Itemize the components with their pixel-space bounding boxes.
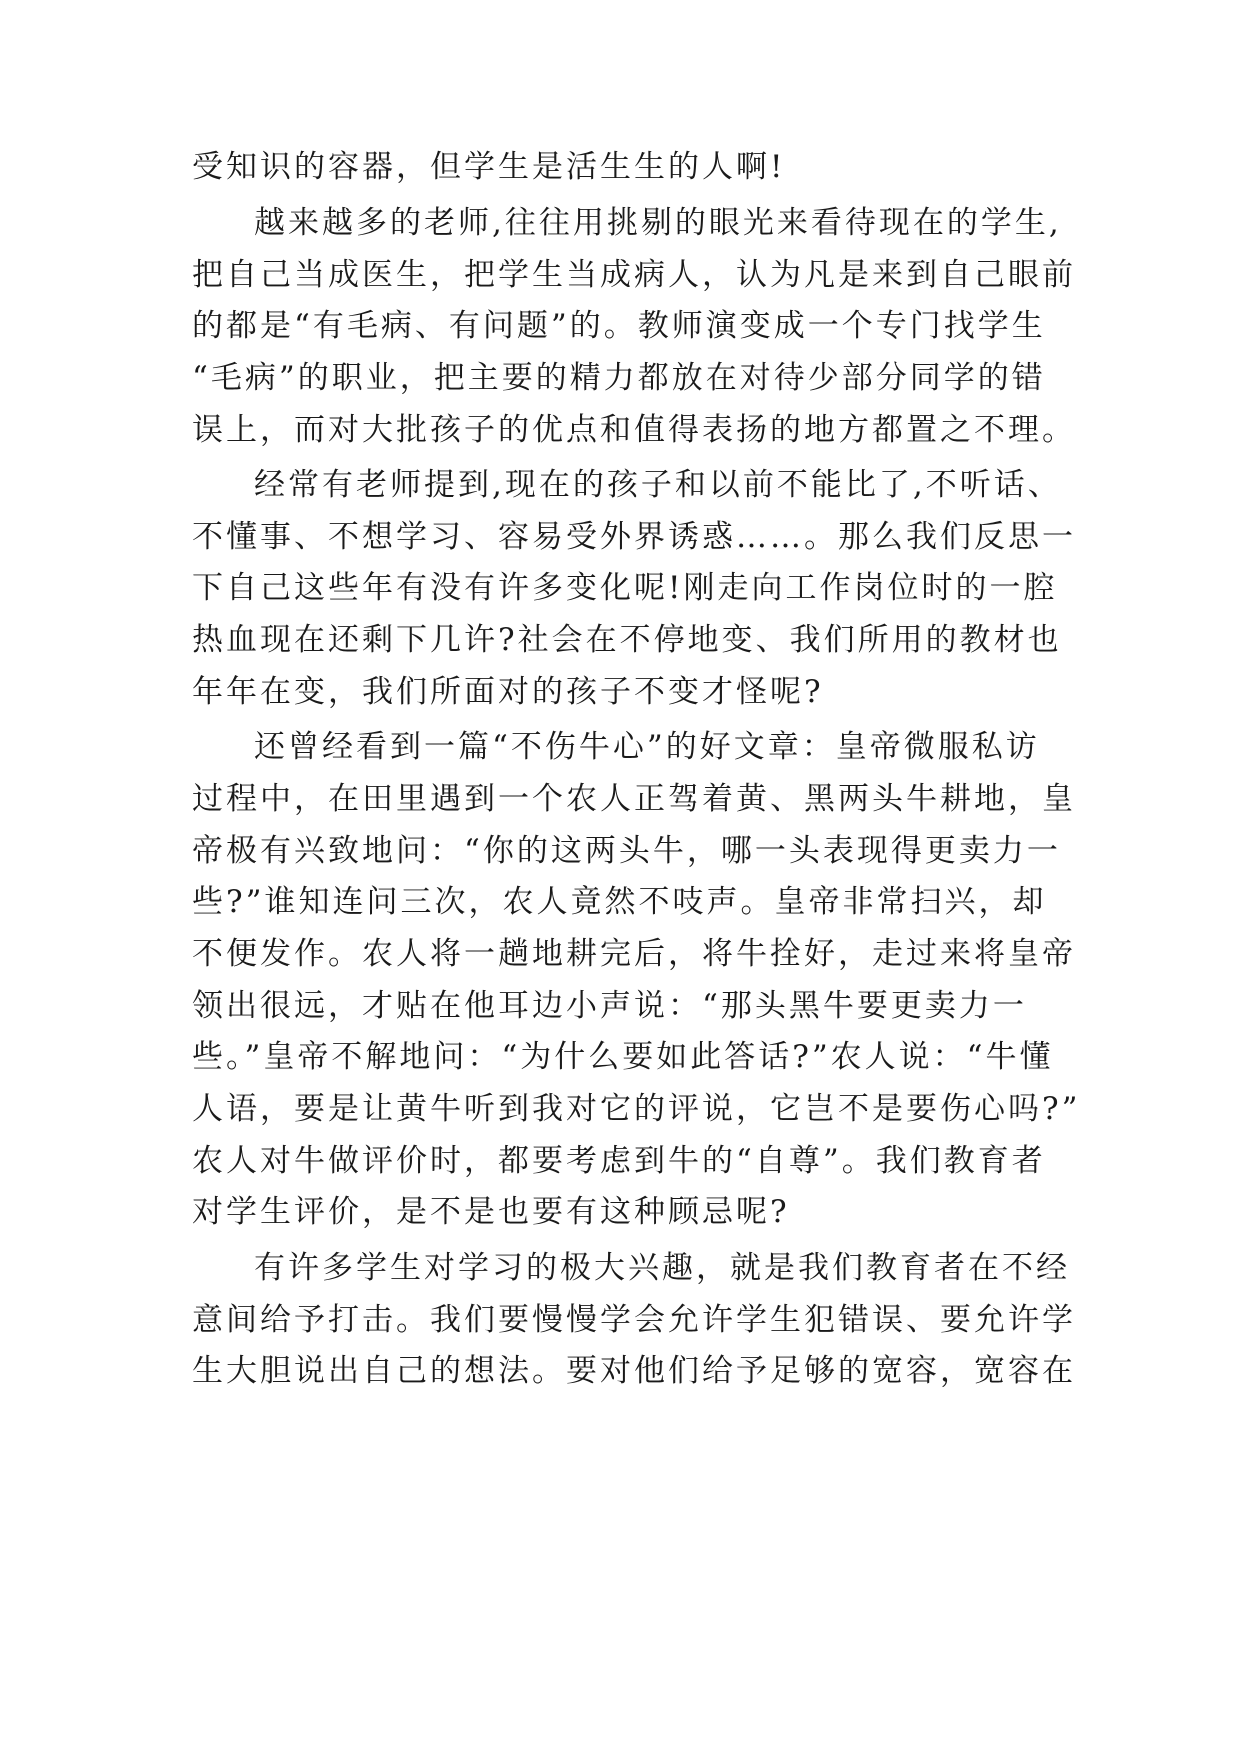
text-line: 不懂事、不想学习、容易受外界诱惑……。那么我们反思一: [192, 519, 1076, 555]
text-line: 热血现在还剩下几许?社会在不停地变、我们所用的教材也: [192, 622, 1062, 658]
text-line: 的都是“有毛病、有问题”的。教师演变成一个专门找学生: [192, 308, 1046, 344]
paragraph-first-line: 还曾经看到一篇“不伤牛心”的好文章：皇帝微服私访: [254, 729, 1040, 765]
text-line: 帝极有兴致地问：“你的这两头牛，哪一头表现得更卖力一: [192, 833, 1061, 869]
paragraph-first-line: 越来越多的老师,往往用挑剔的眼光来看待现在的学生,: [254, 205, 1062, 241]
text-line: 些?”谁知连问三次，农人竟然不吱声。皇帝非常扫兴，却: [192, 884, 1047, 920]
text-line: 生大胆说出自己的想法。要对他们给予足够的宽容，宽容在: [192, 1353, 1076, 1389]
text-line: 农人对牛做评价时，都要考虑到牛的“自尊”。我们教育者: [192, 1143, 1046, 1179]
text-line: 意间给予打击。我们要慢慢学会允许学生犯错误、要允许学: [192, 1302, 1076, 1338]
text-line: 受知识的容器，但学生是活生生的人啊!: [192, 149, 786, 185]
text-line: 不便发作。农人将一趟地耕完后，将牛拴好，走过来将皇帝: [192, 936, 1076, 972]
text-line: 把自己当成医生，把学生当成病人，认为凡是来到自己眼前: [192, 257, 1076, 293]
text-line: “毛病”的职业，把主要的精力都放在对待少部分同学的错: [192, 360, 1046, 396]
text-line: 领出很远，才贴在他耳边小声说：“那头黑牛要更卖力一: [192, 988, 1027, 1024]
text-line: 对学生评价，是不是也要有这种顾忌呢?: [192, 1194, 790, 1230]
text-line: 些。”皇帝不解地问：“为什么要如此答话?”农人说：“牛懂: [192, 1039, 1054, 1075]
text-line: 人语，要是让黄牛听到我对它的评说，它岂不是要伤心吗?”: [192, 1091, 1081, 1127]
text-line: 误上，而对大批孩子的优点和值得表扬的地方都置之不理。: [192, 412, 1076, 448]
paragraph-first-line: 经常有老师提到,现在的孩子和以前不能比了,不听话、: [254, 467, 1062, 503]
text-line: 下自己这些年有没有许多变化呢!刚走向工作岗位时的一腔: [192, 570, 1058, 606]
text-line: 年年在变，我们所面对的孩子不变才怪呢?: [192, 674, 824, 710]
text-line: 过程中，在田里遇到一个农人正驾着黄、黑两头牛耕地，皇: [192, 781, 1076, 817]
paragraph-first-line: 有许多学生对学习的极大兴趣，就是我们教育者在不经: [254, 1250, 1070, 1286]
